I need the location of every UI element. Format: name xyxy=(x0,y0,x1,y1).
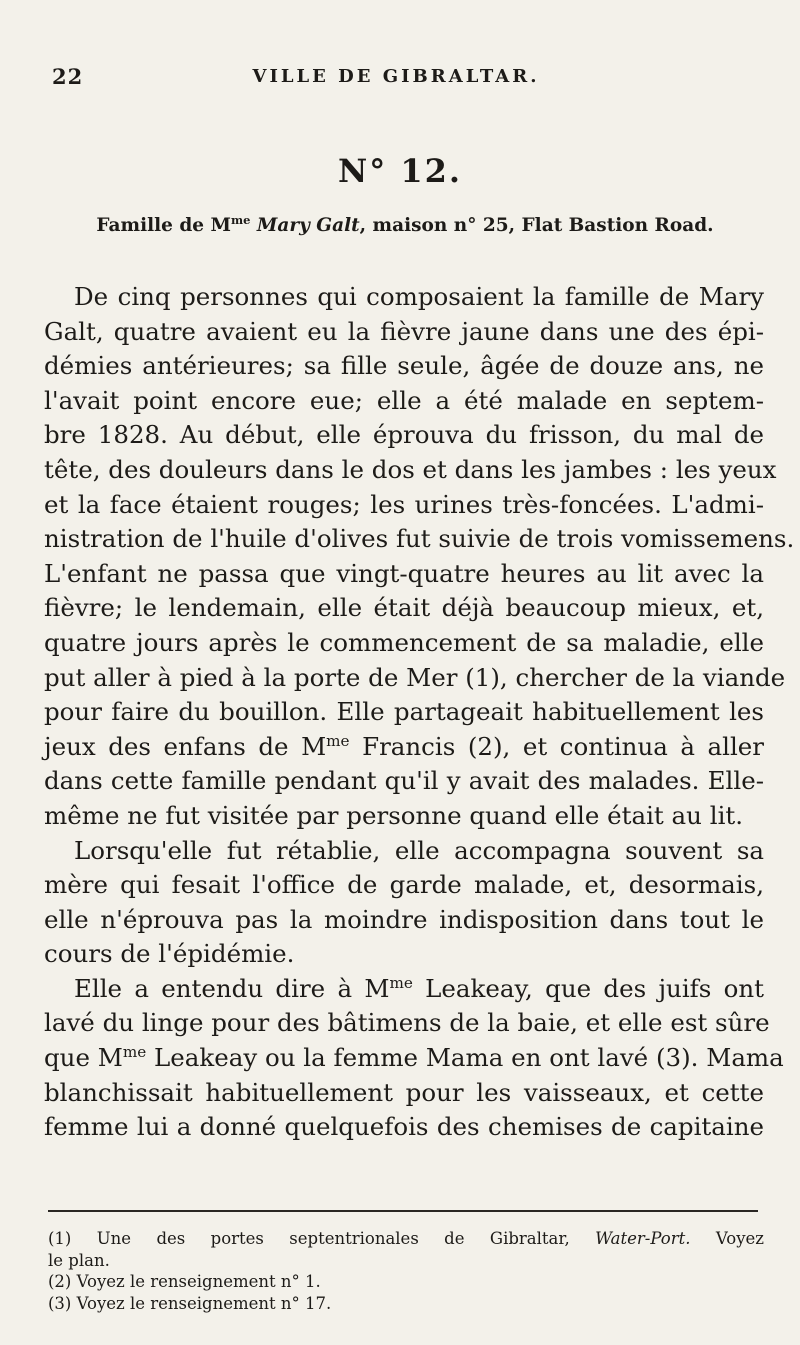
body-line: démies antérieures; sa fille seule, âgée de douze ans, ne xyxy=(44,351,764,381)
subtitle-name: Mary Galt xyxy=(256,215,360,236)
footnote-rule xyxy=(48,1210,758,1212)
running-head xyxy=(52,64,740,94)
body-line: bre 1828. Au début, elle éprouva du frisson, du mal de xyxy=(44,420,764,450)
footnote-1-cont: le plan. xyxy=(48,1250,110,1270)
body-line: fièvre; le lendemain, elle était déjà beaucoup mieux, et, xyxy=(44,593,764,623)
body-line: dans cette famille pendant qu'il y avait des malades. Elle- xyxy=(44,766,764,796)
body-line: femme lui a donné quelquefois des chemises de capitaine xyxy=(44,1112,764,1142)
body-line: put aller à pied à la porte de Mer (1), chercher de la viande xyxy=(44,662,786,692)
subtitle-suffix: , maison n° 25, Flat Bastion Road. xyxy=(359,215,714,236)
body-line: elle n'éprouva pas la moindre indisposition dans tout le xyxy=(44,904,764,934)
body-line: De cinq personnes qui composaient la famille de Mary xyxy=(74,282,764,311)
body-line: blanchissait habituellement pour les vaisseaux, et cette xyxy=(44,1077,764,1107)
superscript: me xyxy=(122,1042,147,1061)
subtitle-prefix: Famille de M xyxy=(96,215,231,236)
body-line: et la face étaient rouges; les urines très-foncées. L'admi- xyxy=(44,489,764,519)
running-title: VILLE DE GIBRALTAR. xyxy=(252,66,540,87)
body-line: pour faire du bouillon. Elle partageait habituellement les xyxy=(44,697,764,727)
body-line: que $M^{me}$ Leakeay ou la femme Mama en ont lavé (3). Mama xyxy=(44,1042,784,1073)
footnote-1-italic: Water-Port. xyxy=(595,1229,691,1248)
body-line: jeux des enfans de $M^{me}$ Francis (2), et continua à aller xyxy=(44,731,765,761)
body-line: lavé du linge pour des bâtimens de la baie, et elle est sûre xyxy=(44,1008,770,1038)
body-line: tête, des douleurs dans le dos et dans les jambes : les yeux xyxy=(44,454,777,484)
body-line: mère qui fesait l'office de garde malade, et, desormais, xyxy=(44,870,764,900)
body-line: l'avait point encore eue; elle a été malade en septem- xyxy=(44,385,764,415)
body-line: Elle a entendu dire à $M^{me}$ Leakeay, que des juifs ont xyxy=(74,973,764,1003)
body-text xyxy=(44,280,795,1145)
superscript: me xyxy=(389,973,413,992)
body-line: même ne fut visitée par personne quand elle était au lit. xyxy=(44,800,744,830)
footnote-2: (2) Voyez le renseignement n° 1. xyxy=(48,1272,321,1291)
footnote-1: (1) Une des portes septentrionales de Gibraltar, Water-Port. Voyez xyxy=(48,1229,765,1248)
body-line: Galt, quatre avaient eu la fièvre jaune dans une des épi- xyxy=(44,316,764,346)
page-number: 22 xyxy=(52,64,84,89)
body-line: cours de l'épidémie. xyxy=(44,939,295,969)
body-line: quatre jours après le commencement de sa maladie, elle xyxy=(44,627,764,657)
body-line: nistration de l'huile d'olives fut suivie de trois vomissemens. xyxy=(44,524,795,554)
footnotes xyxy=(48,1228,764,1314)
entry-subtitle xyxy=(40,212,770,236)
superscript: me xyxy=(326,731,350,750)
body-line: L'enfant ne passa que vingt-quatre heures au lit avec la xyxy=(44,558,764,588)
footnote-1-tail: Voyez xyxy=(715,1229,765,1248)
entry-number: N° 12. xyxy=(337,152,463,190)
subtitle-sup: me xyxy=(231,212,251,227)
body-line: Lorsqu'elle fut rétablie, elle accompagna souvent sa xyxy=(74,835,764,865)
footnote-3: (3) Voyez le renseignement n° 17. xyxy=(48,1293,332,1313)
